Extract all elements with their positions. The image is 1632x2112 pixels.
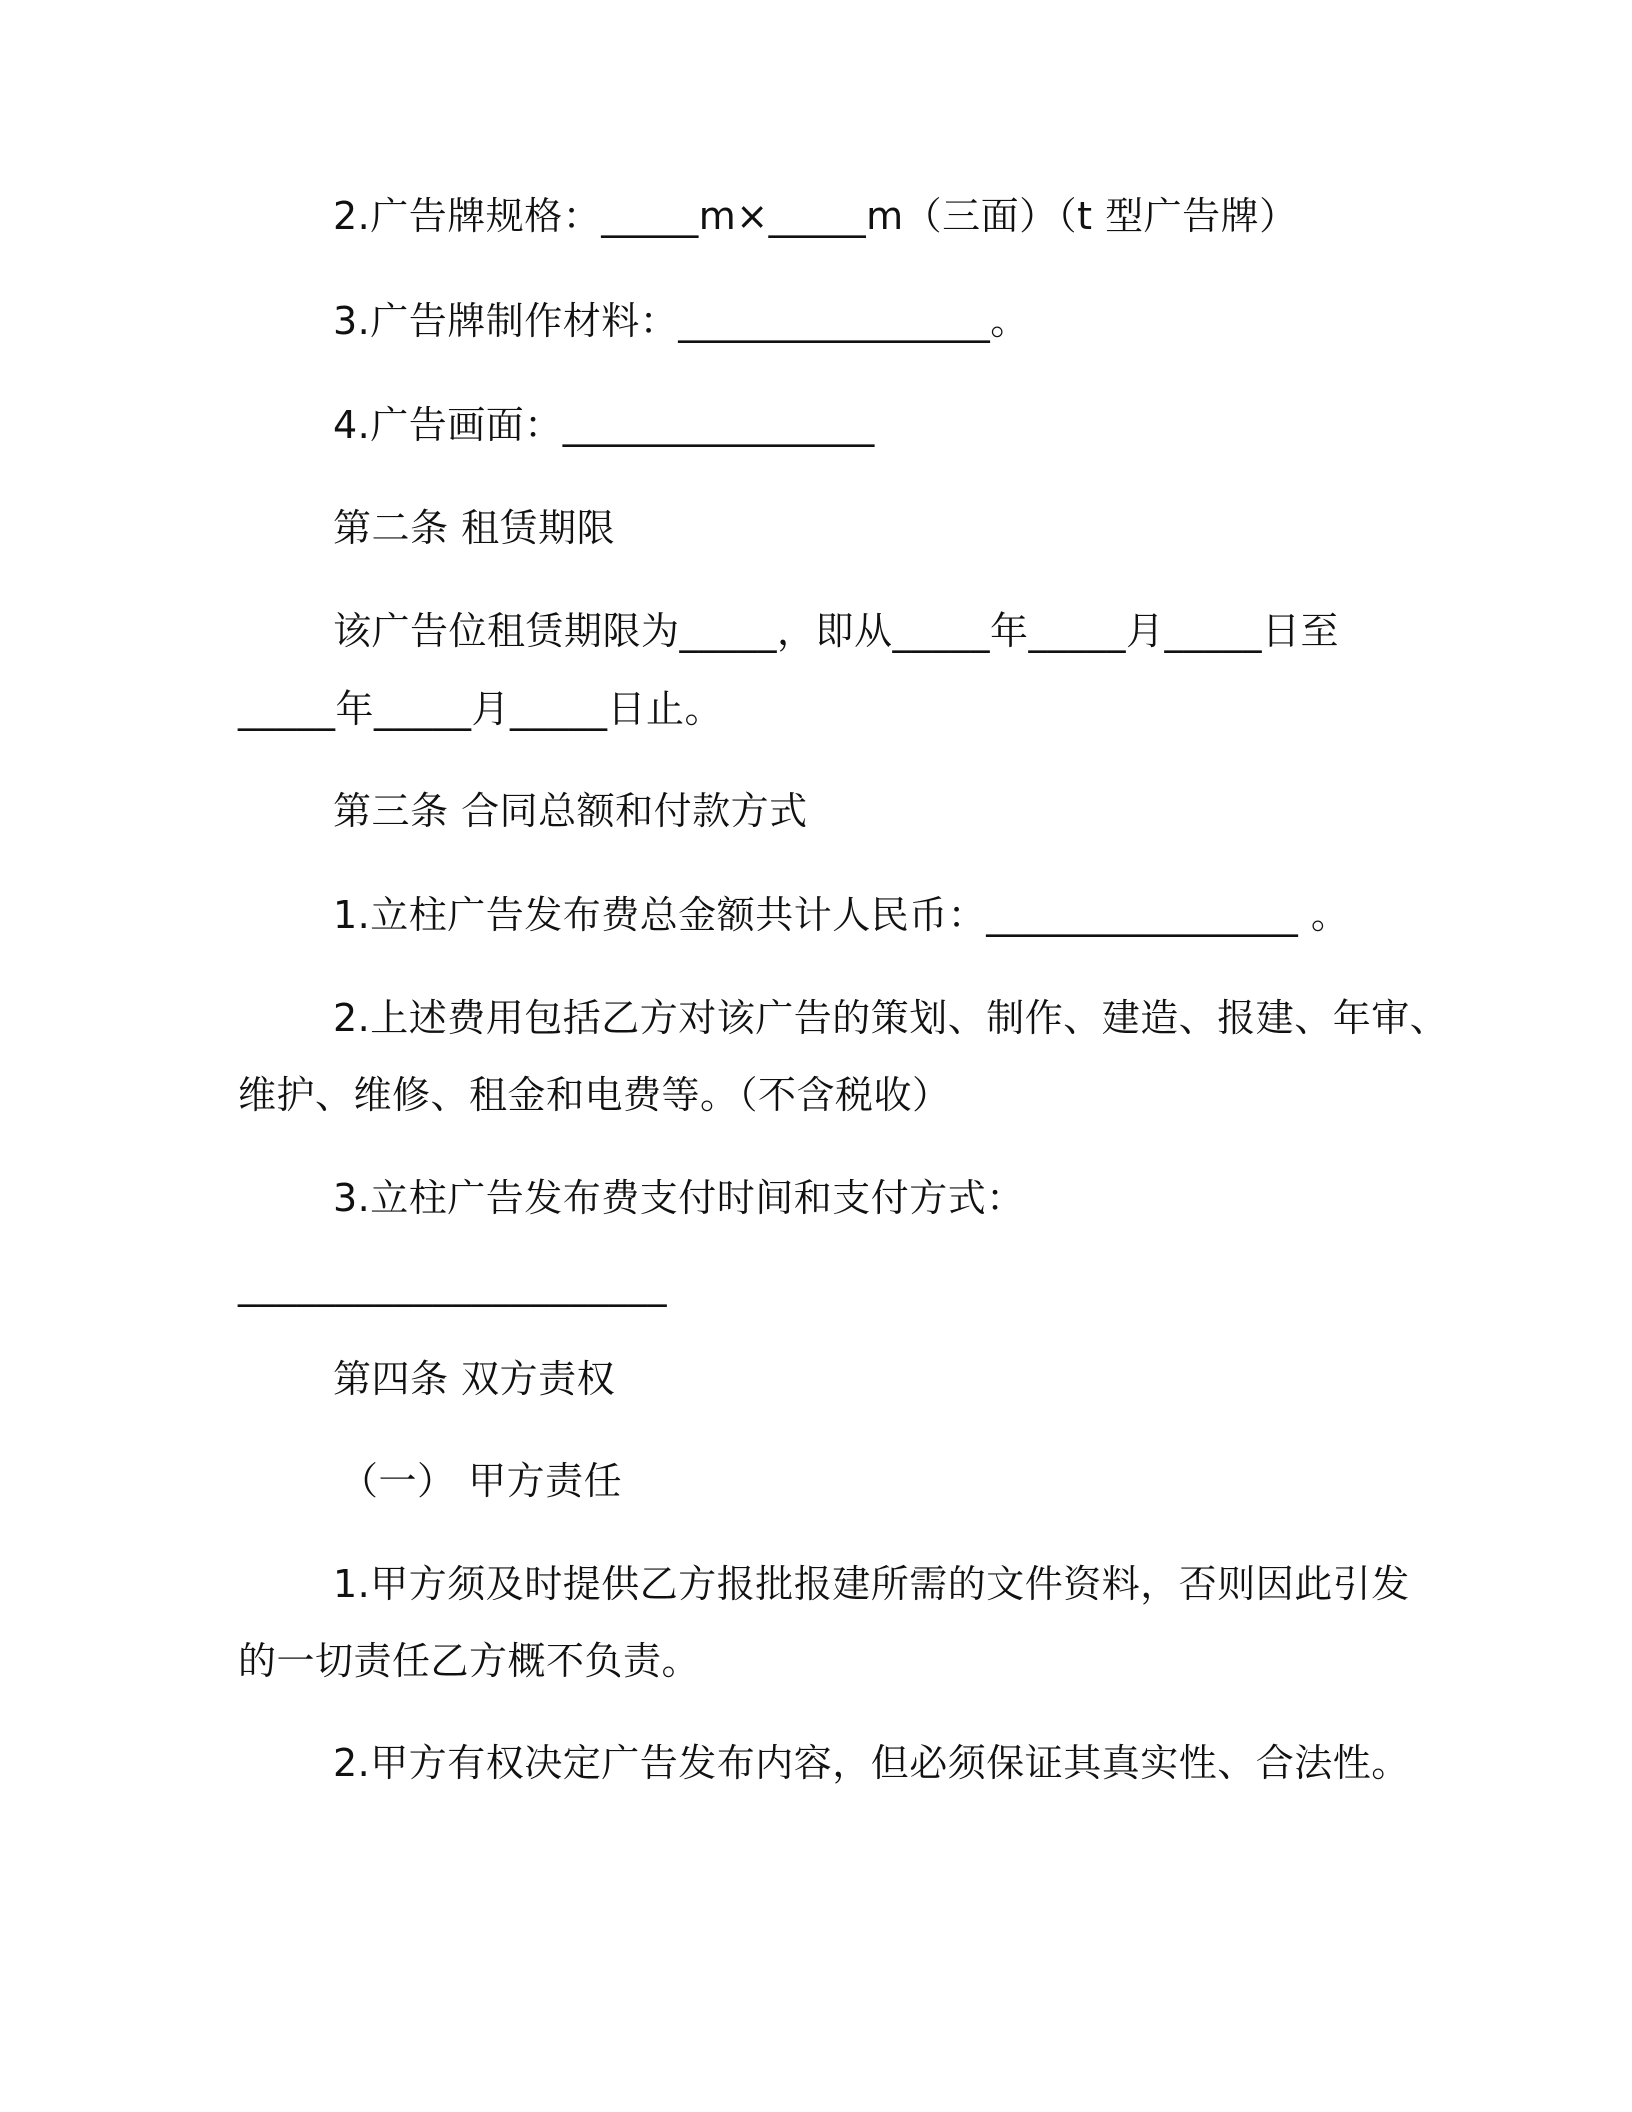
article-4-heading: 第四条 双方责权 — [333, 1357, 616, 1401]
lease-term-text: 该广告位租赁期限为_____，即从_____年_____月_____日至 — [333, 609, 1340, 653]
material-clause: 3.广告牌制作材料：________________。 — [333, 299, 1029, 343]
article-3-heading: 第三条 合同总额和付款方式 — [333, 789, 808, 833]
lease-term-text-cont: _____年_____月_____日止。 — [238, 687, 724, 731]
party-a-duty-heading: （一） 甲方责任 — [340, 1459, 623, 1503]
total-amount-clause: 1.立柱广告发布费总金额共计人民币：________________ 。 — [333, 893, 1350, 937]
party-a-duty-2: 2.甲方有权决定广告发布内容，但必须保证其真实性、合法性。 — [333, 1741, 1410, 1785]
ad-image-clause: 4.广告画面：________________ — [333, 403, 875, 447]
fee-scope-clause: 2.上述费用包括乙方对该广告的策划、制作、建造、报建、年审、 — [333, 996, 1449, 1040]
party-a-duty-1: 1.甲方须及时提供乙方报批报建所需的文件资料，否则因此引发 — [333, 1562, 1410, 1606]
payment-method-blank: ______________________ — [238, 1263, 667, 1307]
spec-clause: 2.广告牌规格：_____m×_____m（三面）（t 型广告牌） — [333, 194, 1298, 238]
article-2-heading: 第二条 租赁期限 — [333, 506, 616, 550]
fee-scope-clause-cont: 维护、维修、租金和电费等。（不含税收） — [238, 1073, 951, 1117]
party-a-duty-1-cont: 的一切责任乙方概不负责。 — [238, 1639, 701, 1683]
payment-method-clause: 3.立柱广告发布费支付时间和支付方式： — [333, 1176, 1025, 1220]
